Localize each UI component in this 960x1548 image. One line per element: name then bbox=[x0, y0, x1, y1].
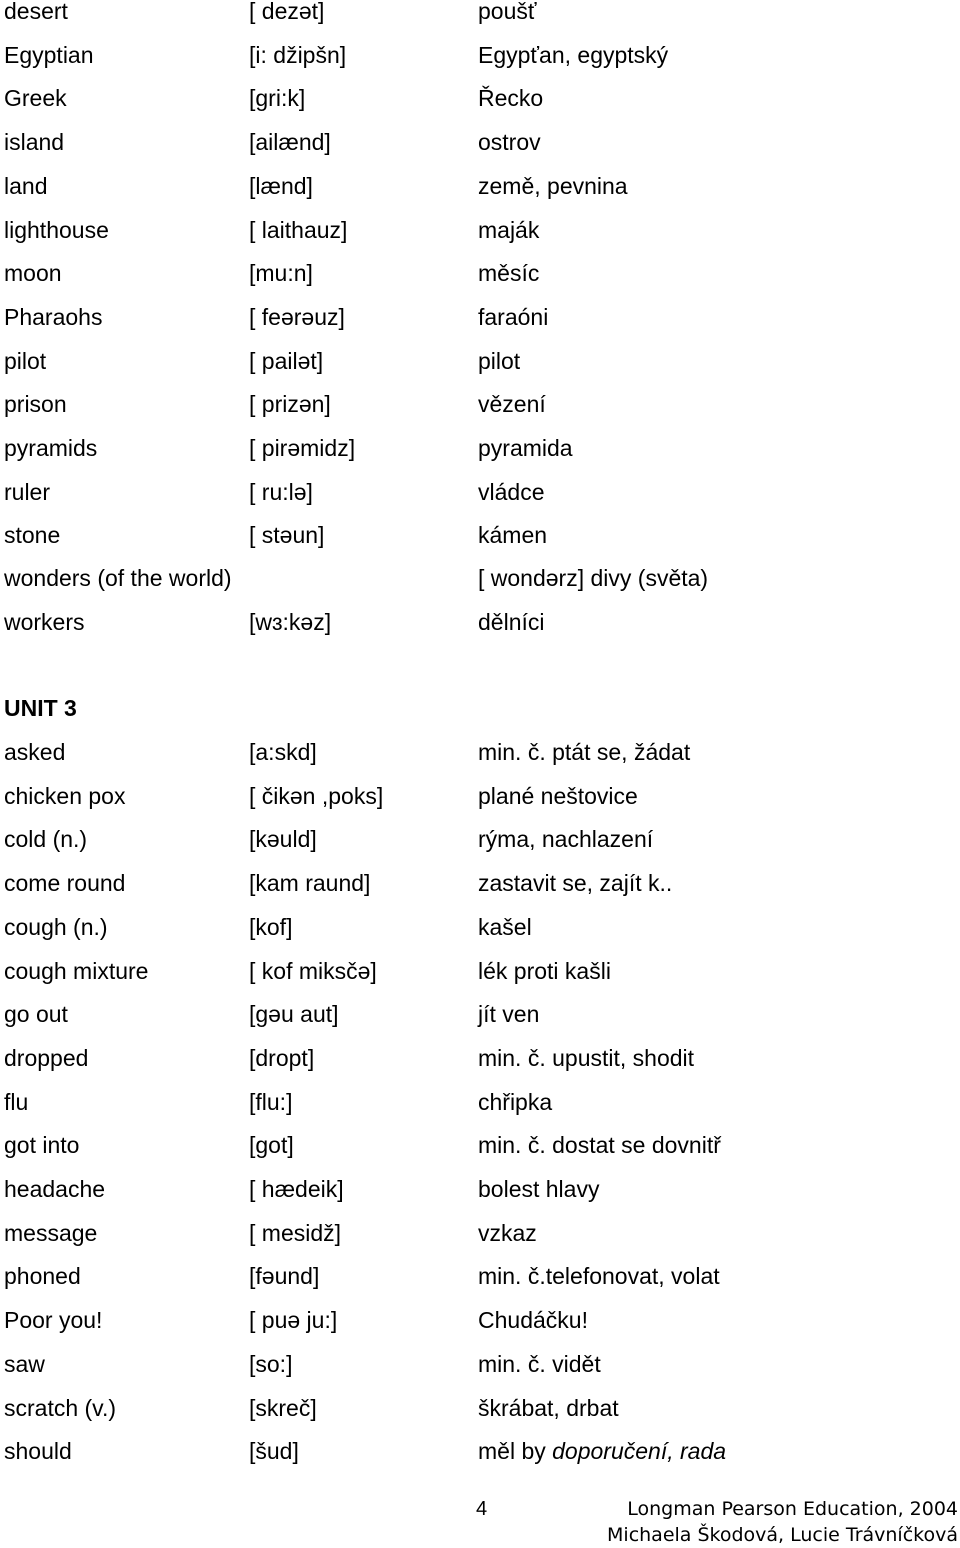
vocab-pronunciation: [flu:] bbox=[249, 1088, 293, 1115]
vocab-pronunciation: [ čikən ,poks] bbox=[249, 782, 384, 809]
vocab-word: Pharaohs bbox=[4, 303, 103, 330]
vocab-row bbox=[4, 127, 954, 157]
vocab-row bbox=[4, 477, 954, 507]
vocab-pronunciation: [ pirəmidz] bbox=[249, 435, 356, 461]
vocab-pronunciation: [ ru:lə] bbox=[249, 478, 313, 505]
vocab-meaning: měsíc bbox=[478, 260, 540, 287]
vocab-row bbox=[4, 389, 954, 419]
vocab-row bbox=[4, 1087, 954, 1117]
vocab-word: wonders (of the world) bbox=[4, 565, 232, 591]
vocab-row bbox=[4, 346, 954, 376]
vocab-pronunciation: [ kof miksčə] bbox=[249, 957, 377, 984]
vocab-word: cough mixture bbox=[4, 957, 149, 984]
vocab-pronunciation: [ailænd] bbox=[249, 129, 331, 156]
vocab-row bbox=[4, 433, 954, 463]
vocab-meaning: maják bbox=[478, 216, 540, 243]
vocab-word: saw bbox=[4, 1350, 45, 1377]
vocab-pronunciation: [ mesidž] bbox=[249, 1219, 342, 1246]
vocab-word: dropped bbox=[4, 1044, 89, 1071]
vocab-word: scratch (v.) bbox=[4, 1394, 117, 1421]
vocab-pronunciation: [fəund] bbox=[249, 1263, 320, 1290]
vocab-row bbox=[4, 1393, 954, 1423]
vocab-meaning: škrábat, drbat bbox=[478, 1394, 619, 1421]
vocab-pronunciation: [so:] bbox=[249, 1350, 293, 1377]
vocab-pronunciation: [ pailət] bbox=[249, 347, 324, 374]
vocab-row bbox=[4, 1043, 954, 1073]
vocab-meaning: Řecko bbox=[478, 85, 544, 112]
vocab-meaning: pyramida bbox=[478, 435, 573, 461]
vocab-pronunciation: [skreč] bbox=[249, 1394, 317, 1421]
vocab-meaning: min. č. ptát se, žádat bbox=[478, 739, 691, 765]
vocab-meaning: min. č.telefonovat, volat bbox=[478, 1263, 720, 1290]
vocab-row bbox=[4, 1261, 954, 1291]
vocab-word: Egyptian bbox=[4, 41, 94, 68]
vocab-meaning: jít ven bbox=[478, 1001, 540, 1028]
vocab-pronunciation: [mu:n] bbox=[249, 260, 313, 287]
vocab-word: message bbox=[4, 1219, 98, 1246]
vocab-meaning: faraóni bbox=[478, 303, 549, 330]
vocab-row bbox=[4, 1305, 954, 1335]
vocab-word: stone bbox=[4, 522, 61, 549]
vocab-pronunciation: [šud] bbox=[249, 1438, 299, 1464]
vocab-word: headache bbox=[4, 1176, 106, 1202]
vocab-pronunciation: [ prizən] bbox=[249, 391, 331, 418]
vocab-word: pyramids bbox=[4, 435, 98, 461]
vocab-pronunciation: [ feərəuz] bbox=[249, 303, 345, 330]
vocab-meaning: min. č. upustit, shodit bbox=[478, 1044, 695, 1071]
vocab-word: desert bbox=[4, 0, 68, 24]
vocab-word: ruler bbox=[4, 478, 51, 505]
vocab-word: lighthouse bbox=[4, 216, 109, 243]
vocab-row bbox=[4, 520, 954, 550]
vocab-pronunciation: [a:skd] bbox=[249, 739, 317, 765]
vocab-meaning: [ wondərz] divy (světa) bbox=[478, 565, 709, 591]
vocab-row bbox=[4, 912, 954, 942]
vocab-word: Poor you! bbox=[4, 1307, 103, 1334]
vocab-row bbox=[4, 824, 954, 854]
vocab-meaning: zastavit se, zajít k.. bbox=[478, 870, 673, 897]
vocab-word: pilot bbox=[4, 347, 47, 374]
vocab-pronunciation: [got] bbox=[249, 1132, 294, 1159]
page-number: 4 bbox=[476, 1498, 488, 1520]
vocab-pronunciation: [ puə ju:] bbox=[249, 1307, 338, 1334]
vocab-word: cough (n.) bbox=[4, 913, 108, 940]
vocab-pronunciation: [kam raund] bbox=[249, 870, 371, 897]
footer-credit bbox=[607, 1496, 958, 1548]
section-heading-unit3: UNIT 3 bbox=[4, 695, 77, 721]
vocab-row bbox=[4, 868, 954, 898]
vocab-row bbox=[4, 1218, 954, 1248]
vocab-row bbox=[4, 171, 954, 201]
vocab-pronunciation: [gəu aut] bbox=[249, 1001, 339, 1028]
vocab-meaning: min. č. vidět bbox=[478, 1350, 601, 1377]
vocab-word: moon bbox=[4, 260, 62, 287]
vocab-meaning: rýma, nachlazení bbox=[478, 826, 654, 853]
vocab-pronunciation: [ dezət] bbox=[249, 0, 325, 24]
vocab-meaning bbox=[478, 1436, 726, 1466]
vocab-row bbox=[4, 0, 954, 26]
vocab-row bbox=[4, 737, 954, 767]
vocab-meaning: dělníci bbox=[478, 609, 545, 635]
vocab-row bbox=[4, 215, 954, 245]
vocab-meaning: bolest hlavy bbox=[478, 1176, 600, 1202]
vocab-word: asked bbox=[4, 739, 66, 765]
meaning-plain-part: měl by bbox=[478, 1438, 553, 1464]
vocab-meaning: ostrov bbox=[478, 129, 541, 156]
vocab-pronunciation: [i: džipšn] bbox=[249, 41, 347, 68]
footer-authors: Michaela Škodová, Lucie Trávníčková bbox=[607, 1524, 958, 1546]
vocab-meaning: Chudáčku! bbox=[478, 1307, 588, 1334]
vocab-meaning: min. č. dostat se dovnitř bbox=[478, 1132, 721, 1159]
vocab-word: come round bbox=[4, 870, 126, 897]
vocab-row bbox=[4, 956, 954, 986]
vocab-word: Greek bbox=[4, 85, 67, 112]
vocab-meaning: pilot bbox=[478, 347, 521, 374]
vocab-meaning: země, pevnina bbox=[478, 172, 628, 199]
vocab-row-wonders bbox=[4, 563, 954, 593]
vocab-meaning: kámen bbox=[478, 522, 548, 549]
vocab-meaning: vězení bbox=[478, 391, 546, 418]
vocab-meaning: vládce bbox=[478, 478, 545, 505]
vocab-pronunciation: [kəuld] bbox=[249, 826, 317, 853]
vocab-row bbox=[4, 781, 954, 811]
vocab-word: island bbox=[4, 129, 65, 156]
vocab-word: land bbox=[4, 172, 48, 199]
vocab-word: chicken pox bbox=[4, 782, 126, 809]
vocab-meaning: plané neštovice bbox=[478, 782, 638, 809]
vocab-row bbox=[4, 999, 954, 1029]
vocab-row bbox=[4, 83, 954, 113]
vocab-pronunciation: [wɜ:kəz] bbox=[249, 609, 332, 635]
vocab-word: flu bbox=[4, 1088, 29, 1115]
vocab-meaning: Egypťan, egyptský bbox=[478, 41, 669, 68]
vocab-pronunciation: [kof] bbox=[249, 913, 293, 940]
vocab-row-should bbox=[4, 1436, 954, 1466]
footer-publisher: Longman Pearson Education, 2004 bbox=[627, 1498, 958, 1520]
vocab-meaning: kašel bbox=[478, 913, 532, 940]
vocab-row bbox=[4, 1130, 954, 1160]
vocab-row bbox=[4, 1174, 954, 1204]
vocab-pronunciation: [ stəun] bbox=[249, 522, 325, 549]
meaning-italic-part: doporučení, rada bbox=[552, 1438, 727, 1464]
vocab-word: got into bbox=[4, 1132, 80, 1159]
vocab-word: cold (n.) bbox=[4, 826, 88, 853]
vocab-meaning: chřipka bbox=[478, 1088, 553, 1115]
vocab-word: phoned bbox=[4, 1263, 81, 1290]
vocab-word: prison bbox=[4, 391, 67, 418]
vocab-word: should bbox=[4, 1438, 72, 1464]
vocab-pronunciation: [lænd] bbox=[249, 172, 313, 199]
vocab-word: go out bbox=[4, 1001, 68, 1028]
vocab-row bbox=[4, 258, 954, 288]
vocab-row bbox=[4, 302, 954, 332]
vocab-meaning: lék proti kašli bbox=[478, 957, 611, 984]
vocab-pronunciation: [ laithauz] bbox=[249, 216, 348, 243]
vocab-pronunciation: [gri:k] bbox=[249, 85, 306, 112]
vocab-row bbox=[4, 1349, 954, 1379]
vocab-meaning: vzkaz bbox=[478, 1219, 537, 1246]
vocab-row bbox=[4, 40, 954, 70]
vocab-pronunciation: [dropt] bbox=[249, 1044, 315, 1071]
vocab-row-workers bbox=[4, 607, 954, 637]
vocab-word: workers bbox=[4, 609, 85, 635]
vocab-meaning: poušť bbox=[478, 0, 537, 24]
vocab-pronunciation: [ hædeik] bbox=[249, 1176, 344, 1202]
